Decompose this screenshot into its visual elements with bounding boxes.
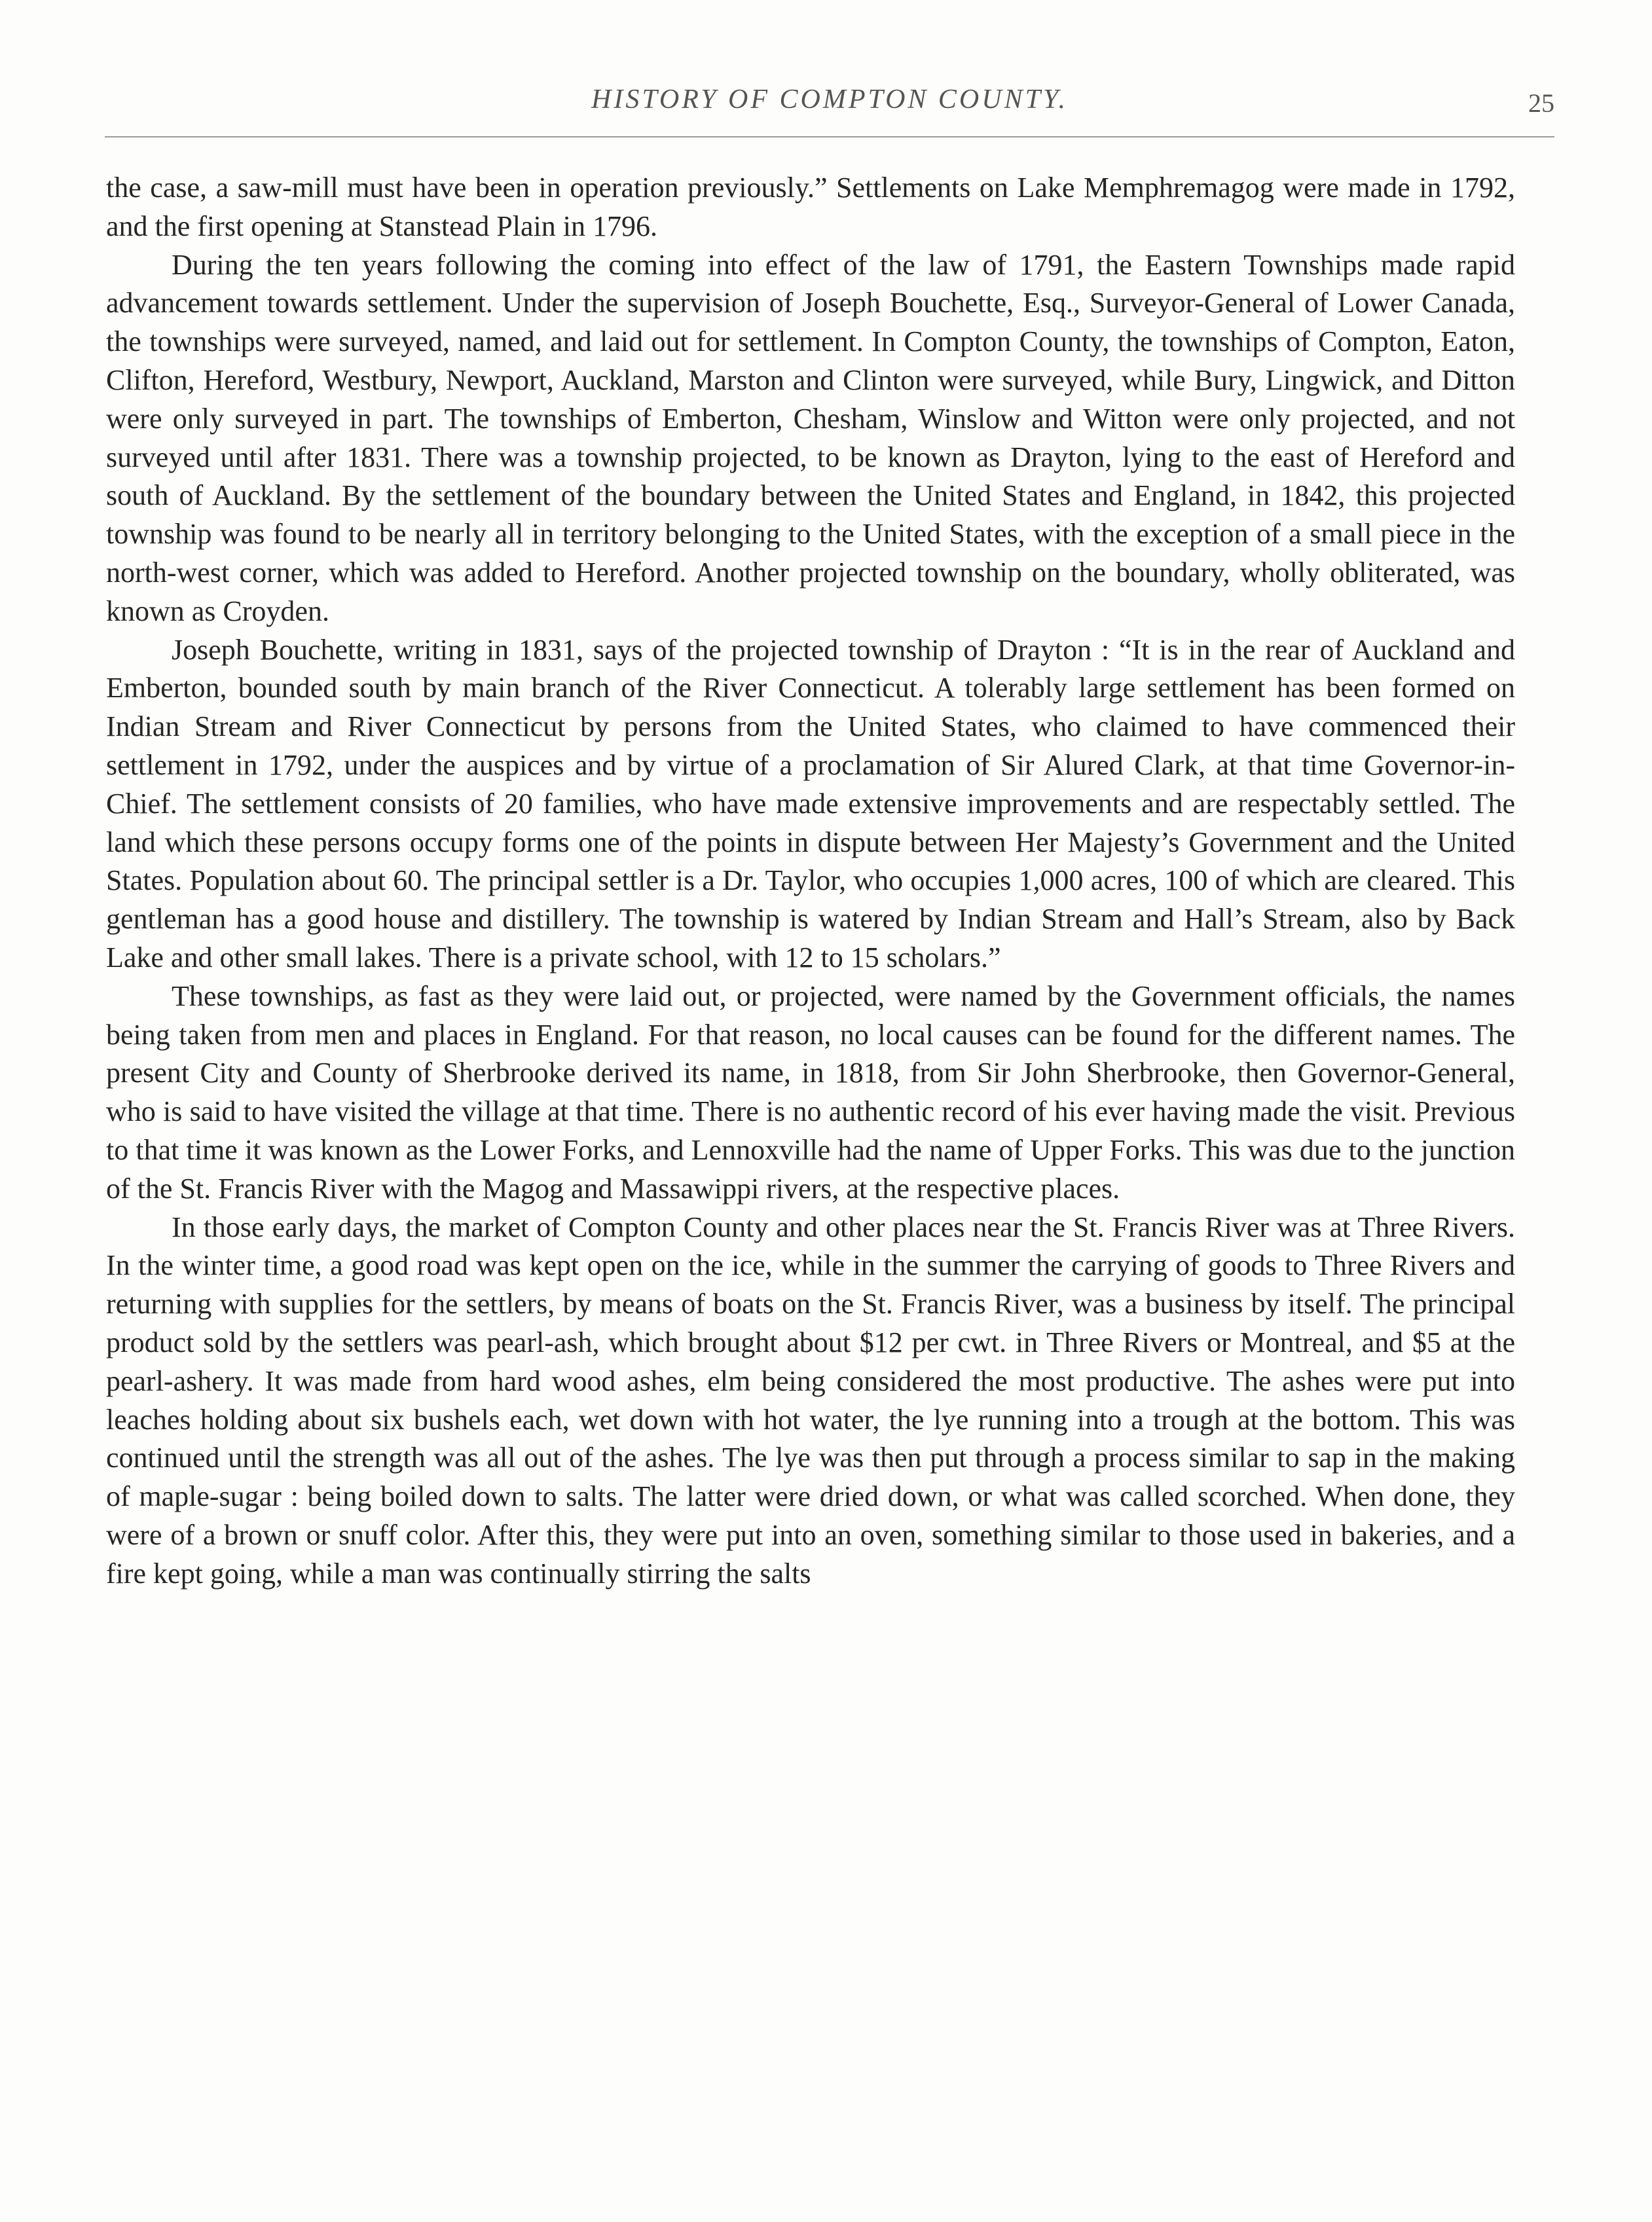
header-divider <box>105 136 1554 137</box>
running-head <box>105 84 1554 123</box>
paragraph-early-market: In those early days, the market of Compton County and other places near the St. Francis River was at Three Rivers. In the winter time, a good road was kept open on the ice, while in the summer the carrying of goods to Three Rivers and returning with supplies for the settlers, by means of boats on the St. Francis River, was a business by itself. The principal product sold by the settlers was pearl-ash, which brought about $12 per cwt. in Three Rivers or Montreal, and $5 at the pearl-ashery. It was made from hard wood ashes, elm being considered the most productive. The ashes were put into leaches holding about six bushels each, wet down with hot water, the lye running into a trough at the bottom. This was continued until the strength was all out of the ashes. The lye was then put through a process similar to sap in the making of maple-sugar : being boiled down to salts. The latter were dried down, or what was called scorched. When done, they were of a brown or snuff color. After this, they were put into an oven, something similar to those used in bakeries, and a fire kept going, while a man was continually stirring the salts <box>106 1211 1515 1590</box>
paragraph-continued: the case, a saw-mill must have been in operation previously.” Settlements on Lake Memphremagog were made in 1792, and the first opening at Stanstead Plain in 1796. <box>106 172 1515 242</box>
paragraph-townships-survey: During the ten years following the coming into effect of the law of 1791, the Eastern Townships made rapid advancement towards settlement. Under the supervision of Joseph Bouchette, Esq., Surveyor-General of Lower Canada, the townships were surveyed, named, and laid out for settlement. In Compton County, the townships of Compton, Eaton, Clifton, Hereford, Westbury, Newport, Auckland, Marston and Clinton were surveyed, while Bury, Lingwick, and Ditton were only surveyed in part. The townships of Emberton, Chesham, Winslow and Witton were only projected, and not surveyed until after 1831. There was a township projected, to be known as Drayton, lying to the east of Hereford and south of Auckland. By the settlement of the boundary between the United States and England, in 1842, this projected township was found to be nearly all in territory belonging to the United States, with the exception of a small piece in the north-west corner, which was added to Hereford. Another projected township on the boundary, wholly obliterated, was known as Croyden. <box>106 248 1515 627</box>
paragraph-bouchette-drayton: Joseph Bouchette, writing in 1831, says of the projected township of Drayton : “It is in the rear of Auckland and Emberton, bounded south by main branch of the River Connecticut. A tolerably large settlement has been formed on Indian Stream and River Connecticut by persons from the United States, who claimed to have commenced their settlement in 1792, under the auspices and by virtue of a proclamation of Sir Alured Clark, at that time Governor-in-Chief. The settlement consists of 20 families, who have made extensive improvements and are respectably settled. The land which these persons occupy forms one of the points in dispute between Her Majesty’s Government and the United States. Population about 60. The principal settler is a Dr. Taylor, who occupies 1,000 acres, 100 of which are cleared. This gentleman has a good house and distillery. The township is watered by Indian Stream and Hall’s Stream, also by Back Lake and other small lakes. There is a private school, with 12 to 15 scholars.” <box>106 633 1515 974</box>
paragraph-township-names: These townships, as fast as they were laid out, or projected, were named by the Government officials, the names being taken from men and places in England. For that reason, no local causes can be found for the different names. The present City and County of Sherbrooke derived its name, in 1818, from Sir John Sherbrooke, then Governor-General, who is said to have visited the village at that time. There is no authentic record of his ever having made the visit. Previous to that time it was known as the Lower Forks, and Lennoxville had the name of Upper Forks. This was due to the junction of the St. Francis River with the Magog and Massawippi rivers, at the respective places. <box>106 979 1515 1205</box>
page-number: 25 <box>1528 88 1554 118</box>
body-text <box>106 169 1515 1593</box>
running-title: HISTORY OF COMPTON COUNTY. <box>591 84 1068 115</box>
